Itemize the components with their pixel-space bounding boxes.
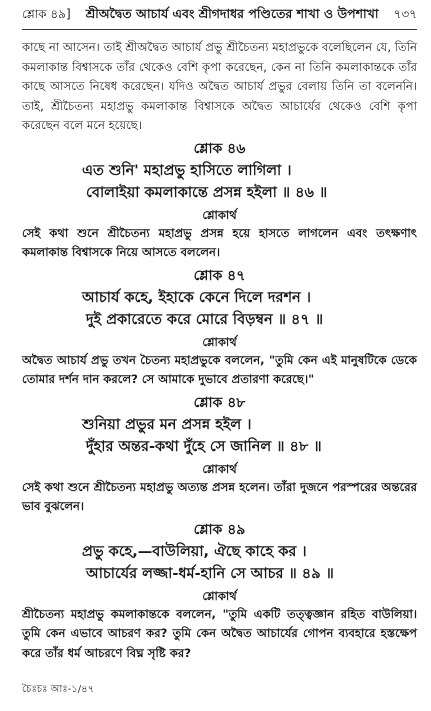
page-footer-signature: চৈঃচঃ আঃ-১/৪৭: [22, 684, 95, 695]
verse-line-2: দুই প্রকারেতে করে মোরে বিড়ম্বন ॥ ৪৭ ॥: [86, 311, 324, 328]
verse-line-2: দুঁহার অন্তর-কথা দুঁহে সে জানিল ॥ ৪৮ ॥: [86, 438, 322, 455]
running-header: [22, 6, 417, 30]
translation-heading: শ্লোকার্থ: [202, 588, 237, 603]
verse-translation: সেই কথা শুনে শ্রীচৈতন্য মহাপ্রভু অত্যন্ত প্রসন্ন হলেন। তাঁরা দুজনে পরস্পরের অন্তরের ভাব বুঝলেন।: [22, 479, 417, 513]
verse-line-1: আচার্য কহে, ইহাকে কেনে দিলে দরশন ।: [82, 289, 311, 306]
intro-paragraph: কাছে না আসেন। তাই শ্রীঅদ্বৈত আচার্য প্রভু শ্রীচৈতন্য মহাপ্রভুকে বলেছিলেন যে, তিনি কমলাকান্ত বিশ্বাসকে তাঁর থেকেও বেশি কৃপা করেছেন, কেন না তিনি কমলাকান্তকে তাঁর কাছে আসতে নিষেধ করেছেন। যদিও অদ্বৈত আচার্য প্রভুর বেলায় তিনি তা বলেননি। তাই, শ্রীচৈতন্য মহাপ্রভু কমলাকান্ত বিশ্বাসকে অদ্বৈত আচার্যের থেকেও বেশি কৃপা করেছেন বলে মনে হয়েছে।: [22, 40, 417, 132]
verse-line-2: আচার্যের লজ্জা-ধর্ম-হানি সে আচর ॥ ৪৯ ॥: [86, 565, 334, 582]
verse-line-1: প্রভু কহে,—বাউলিয়া, ঐছে কাহে কর ।: [82, 543, 307, 560]
verse-translation: সেই কথা শুনে শ্রীচৈতন্য মহাপ্রভু প্রসন্ন হয়ে হাসতে লাগলেন এবং তৎক্ষণাৎ কমলাকান্ত বিশ্বাসকে নিয়ে আসতে বললেন।: [22, 225, 417, 259]
verse-number: শ্লোক ৪৬: [193, 140, 246, 157]
verse-line-1: শুনিয়া প্রভুর মন প্রসন্ন হইল ।: [82, 416, 252, 433]
verse-block-46: [22, 139, 417, 263]
verse-block-48: [22, 393, 417, 517]
translation-heading: শ্লোকার্থ: [202, 461, 237, 476]
verse-translation: শ্রীচৈতন্য মহাপ্রভু কমলাকান্তকে বললেন, "তুমি একটি তত্ত্বজ্ঞান রহিত বাউলিয়া। তুমি কেন এভাবে আচরণ কর? তুমি কেন অদ্বৈত আচার্যের গোপন ব্যবহারে হস্তক্ষেপ করে তাঁর ধর্ম আচরণে বিঘ্ন সৃষ্টি কর?: [22, 606, 417, 660]
header-chapter-title: শ্রীঅদ্বৈত আচার্য এবং শ্রীগদাধর পণ্ডিতের শাখা ও উপশাখা: [85, 6, 379, 21]
translation-heading: শ্লোকার্থ: [202, 207, 237, 222]
verse-line-1: এত শুনি' মহাপ্রভু হাসিতে লাগিলা ।: [82, 162, 292, 179]
page-number: ৭৩৭: [393, 7, 417, 21]
verse-number: শ্লোক ৪৭: [193, 267, 246, 284]
verse-number: শ্লোক ৪৮: [193, 394, 246, 411]
verse-line-2: বোলাইয়া কমলাকান্তে প্রসন্ন হইলা ॥ ৪৬ ॥: [86, 184, 328, 201]
verse-block-49: [22, 520, 417, 664]
header-verse-ref: শ্লোক ৪৯]: [22, 7, 71, 21]
verse-translation: অদ্বৈত আচার্য প্রভু তখন চৈতন্য মহাপ্রভুকে বললেন, "তুমি কেন এই মানুষটিকে ডেকে তোমার দর্শন দান করলে? সে আমাকে দুভাবে প্রতারণা করেছে।": [22, 352, 417, 386]
verse-block-47: [22, 266, 417, 390]
translation-heading: শ্লোকার্থ: [202, 334, 237, 349]
verse-number: শ্লোক ৪৯: [193, 521, 246, 538]
